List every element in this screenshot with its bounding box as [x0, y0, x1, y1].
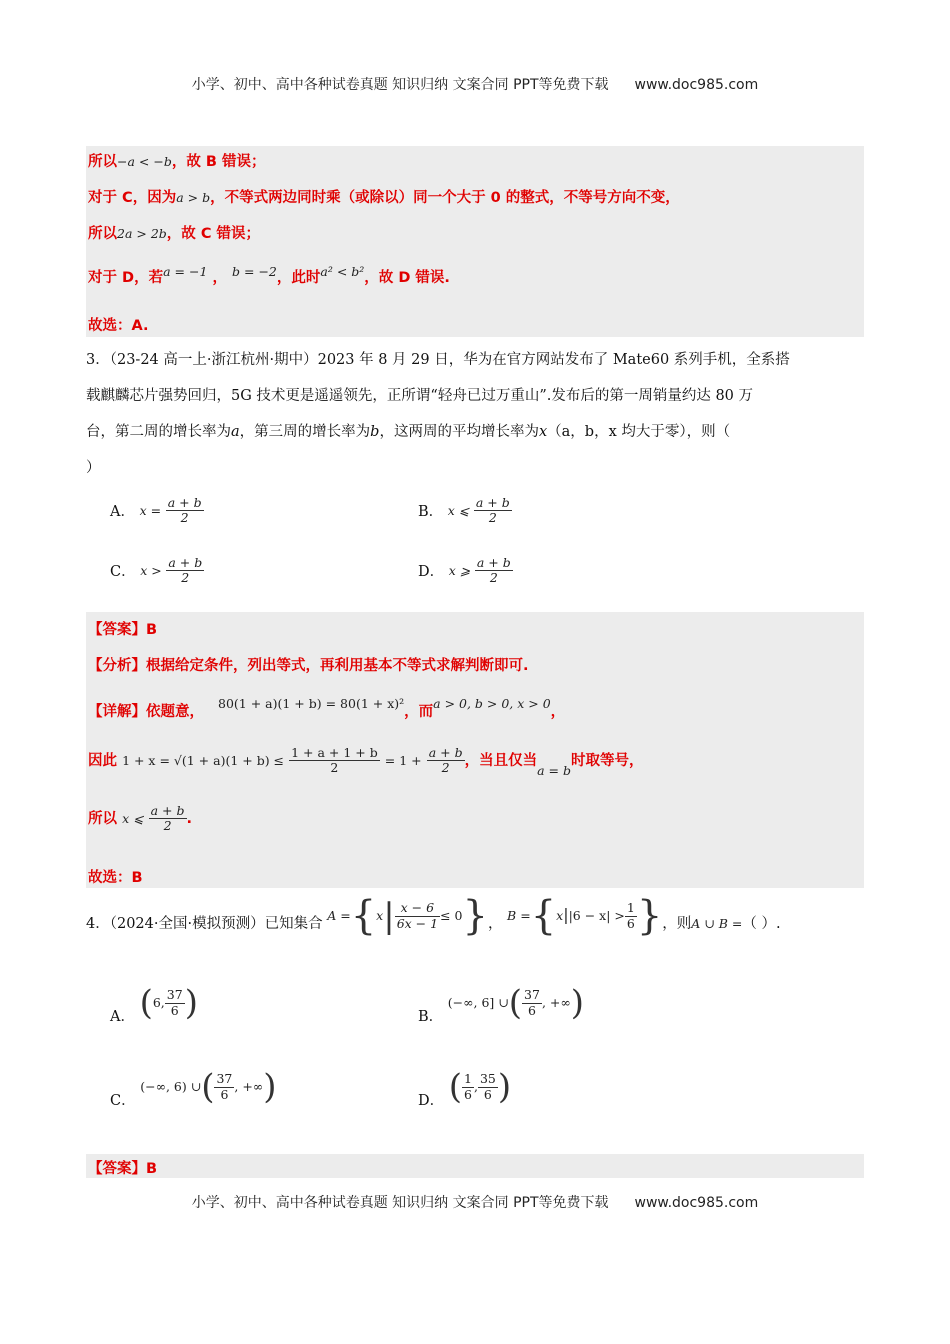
q3-option-b[interactable]: B． x ⩽ $\frac{a + b}{2}$	[418, 495, 510, 526]
sol3-so: 所以 x ⩽ $\frac{a + b}{2}$ .	[88, 803, 193, 834]
page-header	[0, 74, 950, 94]
sol4-answer: 【答案】B	[88, 1161, 158, 1177]
solution-block-q3	[86, 612, 864, 888]
q4-option-c[interactable]: C． (−∞, 6) ∪( $\frac{37}{6}$ , +∞)	[110, 1067, 277, 1109]
q3-option-c[interactable]: C． x > $\frac{a + b}{2}$	[110, 555, 203, 586]
question-4: 4．（2024·全国·模拟预测）已知集合 A ={x| $\frac{x - 6}{6x - 1}$ ≤ 0}， B ={x||6 − x| > $\frac{1}{6}$ }，则A ∪ B =（ ）.	[86, 893, 781, 939]
q3-line3: 台，第二周的增长率为a，第三周的增长率为b，这两周的平均增长率为x（a，b，x 均大于零），则（	[86, 424, 731, 440]
sol2-choice: 故选：A.	[88, 318, 149, 334]
sol2-line2: 对于 C，因为a > b，不等式两边同时乘（或除以）同一个大于 0 的整式，不等号方向不变，	[88, 190, 680, 206]
page-footer	[0, 1192, 950, 1212]
q4-option-a[interactable]: A． (6, $\frac{37}{6}$ )	[110, 983, 198, 1025]
q4-option-d[interactable]: D． ( $\frac{1}{6}$ , $\frac{35}{6}$ )	[418, 1067, 512, 1109]
q4-option-b[interactable]: B． (−∞, 6] ∪( $\frac{37}{6}$ , +∞)	[418, 983, 585, 1025]
solution-block-q4	[86, 1154, 864, 1178]
sol2-line3: 所以2a > 2b，故 C 错误；	[88, 226, 261, 242]
q3-line4: ）	[86, 460, 101, 476]
sol3-detail: 【详解】依题意，80(1 + a)(1 + b) = 80(1 + x)²，而a > 0, b > 0, x > 0，	[88, 696, 566, 720]
sol2-line1: 所以−a < −b，故 B 错误；	[88, 154, 266, 170]
q3-line1: 3．（23-24 高一上·浙江杭州·期中）2023 年 8 月 29 日，华为在官方网站发布了 Mate60 系列手机，全系搭	[86, 352, 790, 368]
sol2-line4: 对于 D，若a = −1 ， b = −2，此时a² < b²，故 D 错误.	[88, 264, 450, 286]
question-3	[86, 342, 866, 486]
footer-site: www.doc985.com	[634, 1195, 759, 1211]
q3-option-a[interactable]: A． x = $\frac{a + b}{2}$	[110, 495, 202, 526]
sol3-answer: 【答案】B	[88, 622, 158, 638]
solution-block-q2	[86, 146, 864, 337]
footer-text: 小学、初中、高中各种试卷真题 知识归纳 文案合同 PPT等免费下载	[191, 1195, 609, 1211]
sol3-analysis: 【分析】根据给定条件，列出等式，再利用基本不等式求解判断即可.	[88, 658, 529, 674]
sol3-choice: 故选：B	[88, 870, 143, 886]
q3-line2: 载麒麟芯片强势回归，5G 技术更是遥遥领先，正所谓“轻舟已过万重山”.发布后的第一周销量约达 80 万	[86, 388, 754, 404]
header-text: 小学、初中、高中各种试卷真题 知识归纳 文案合同 PPT等免费下载	[191, 77, 609, 93]
q3-option-d[interactable]: D． x ⩾ $\frac{a + b}{2}$	[418, 555, 511, 586]
sol3-hence: 因此 1 + x = √(1 + a)(1 + b) ≤ $\frac{1 + a + 1 + b}{2}$ = 1 + $\frac{a + b}{2}$ ，当且仅当a = b时取等号，	[88, 745, 644, 778]
header-site: www.doc985.com	[634, 77, 759, 93]
